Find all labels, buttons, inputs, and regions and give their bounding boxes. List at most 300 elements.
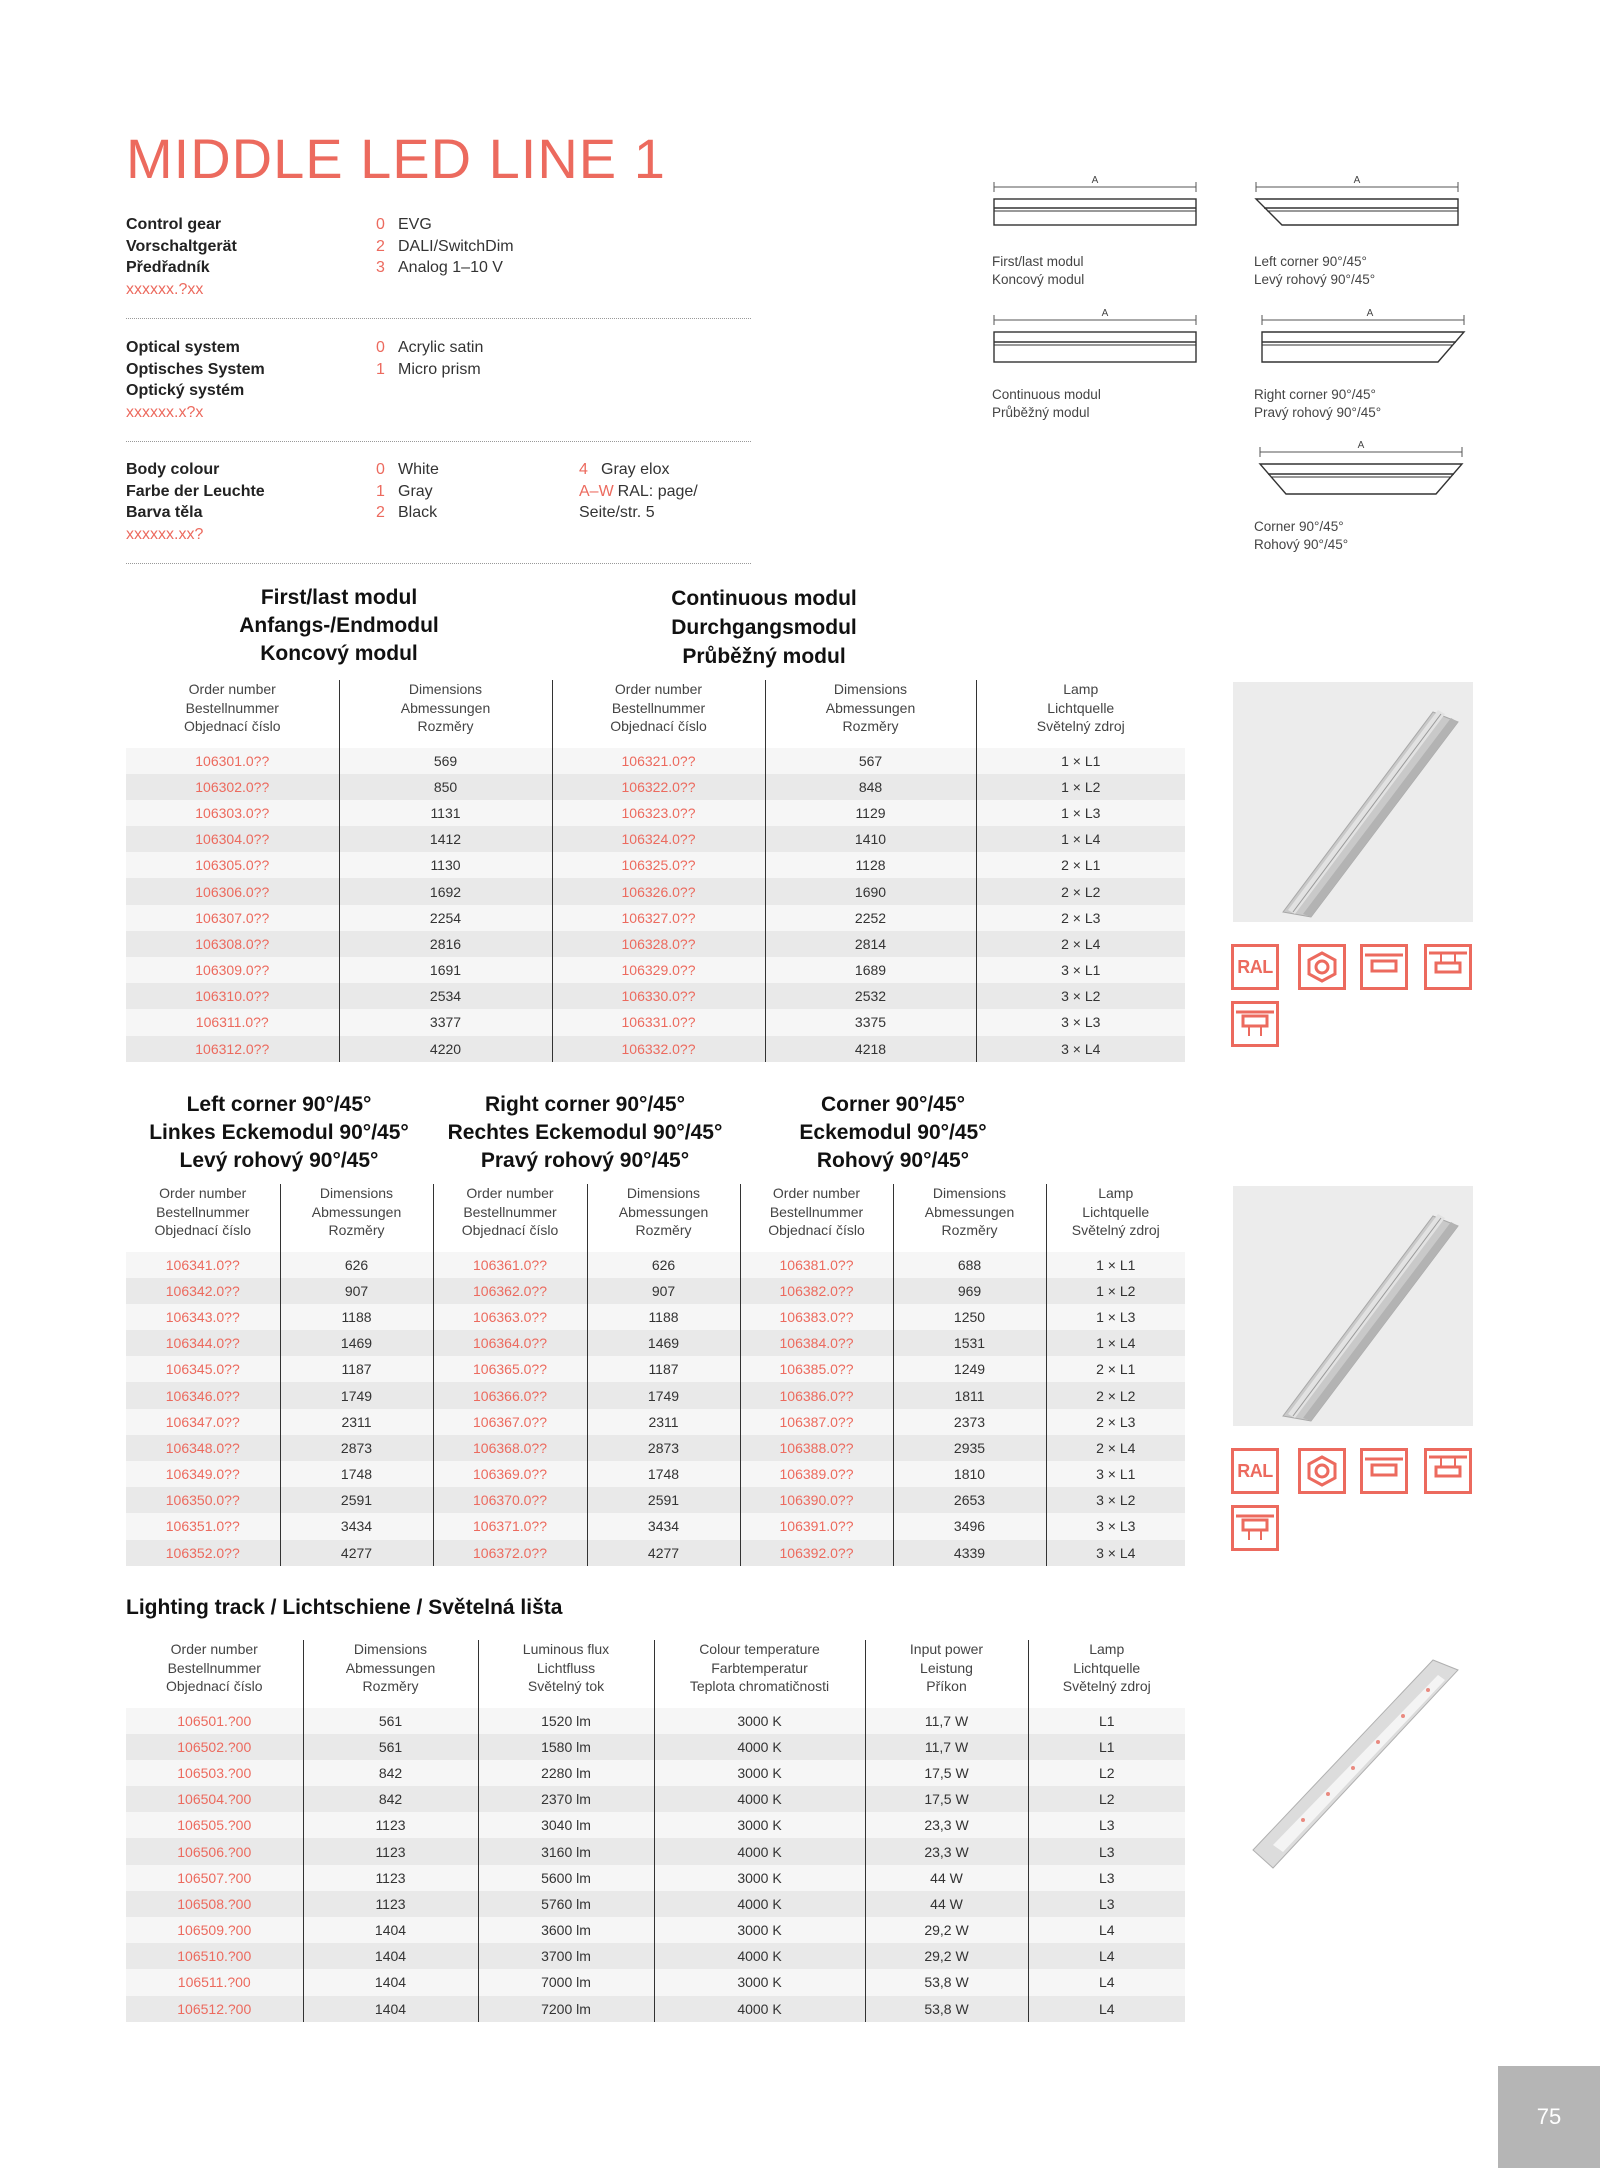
table-cell: 17,5 W	[865, 1760, 1028, 1786]
table-cell: 2 × L2	[1046, 1382, 1185, 1408]
order-number-cell: 106324.0??	[552, 826, 765, 852]
control-gear-label-de: Vorschaltgerät	[126, 237, 237, 255]
order-number-cell: 106368.0??	[433, 1435, 587, 1461]
order-number-cell: 106371.0??	[433, 1513, 587, 1539]
first-last-modul-diagram	[990, 175, 1206, 231]
table-cell: 1249	[893, 1356, 1046, 1382]
order-number-cell: 106342.0??	[126, 1278, 280, 1304]
control-gear-label-cz: Předřadník	[126, 259, 210, 276]
corner-caption: Corner 90°/45° Rohový 90°/45°	[1254, 519, 1349, 552]
table-row	[126, 1734, 1185, 1760]
table-row	[126, 1304, 1185, 1330]
optical-system-section	[126, 337, 751, 442]
table2-heading-right-corner: Right corner 90°/45° Rechtes Eckemodul 90°/45° Pravý rohový 90°/45°	[447, 1093, 723, 1172]
table-row	[126, 1409, 1185, 1435]
svg-text:A: A	[1353, 175, 1361, 186]
table-cell: 2935	[893, 1435, 1046, 1461]
table-row	[126, 931, 1185, 957]
column-header: Order number Bestellnummer Objednací číslo	[552, 680, 765, 748]
right-corner-caption: Right corner 90°/45° Pravý rohový 90°/45°	[1254, 387, 1382, 420]
table-cell: L2	[1028, 1760, 1185, 1786]
option-micro-prism: 1 Micro prism	[376, 360, 481, 378]
order-number-cell: 106311.0??	[126, 1009, 339, 1035]
option-ral-page: Seite/str. 5	[579, 504, 655, 521]
table-cell: 569	[339, 748, 552, 774]
table-cell: 4218	[765, 1036, 976, 1062]
table-cell: 1404	[303, 1943, 478, 1969]
option-evg: 0 EVG	[376, 216, 432, 233]
order-number-cell: 106505.?00	[126, 1812, 303, 1838]
table-cell: 1 × L3	[976, 800, 1185, 826]
table-cell: 1811	[893, 1382, 1046, 1408]
svg-text:A: A	[1366, 308, 1374, 319]
ral-icon: RAL	[1231, 944, 1279, 990]
left-corner-diagram	[1252, 175, 1468, 231]
table-cell: 2373	[893, 1409, 1046, 1435]
order-number-cell: 106321.0??	[552, 748, 765, 774]
hex-nut-icon	[1298, 944, 1346, 990]
table2-heading-corner: Corner 90°/45° Eckemodul 90°/45° Rohový 90°/45°	[799, 1093, 987, 1172]
table-cell: 1410	[765, 826, 976, 852]
table-cell: 969	[893, 1278, 1046, 1304]
order-number-cell: 106328.0??	[552, 931, 765, 957]
order-number-cell: 106305.0??	[126, 852, 339, 878]
table1-heading-right: Continuous modul Durchgangsmodul Průběžný modul	[671, 587, 857, 668]
order-number-cell: 106349.0??	[126, 1461, 280, 1487]
table-cell: 3600 lm	[478, 1917, 654, 1943]
body-colour-section	[126, 459, 751, 564]
table-cell: 3000 K	[654, 1917, 865, 1943]
table-row	[126, 748, 1185, 774]
body-colour-code: xxxxxx.xx?	[126, 525, 204, 543]
table-cell: 2591	[280, 1487, 433, 1513]
recessed-mount-icon	[1231, 1001, 1279, 1047]
first-last-modul-caption: First/last modul Koncový modul	[992, 254, 1085, 287]
table-cell: 1748	[587, 1461, 740, 1487]
table-cell: L4	[1028, 1917, 1185, 1943]
product-photo-track	[1233, 1640, 1473, 1880]
table-cell: 1130	[339, 852, 552, 878]
continuous-modul-caption: Continuous modul Průběžný modul	[992, 387, 1101, 420]
order-number-cell: 106384.0??	[740, 1330, 893, 1356]
table-cell: 1 × L2	[976, 774, 1185, 800]
order-number-cell: 106507.?00	[126, 1865, 303, 1891]
column-header: Order number Bestellnummer Objednací číslo	[740, 1184, 893, 1252]
table-row	[126, 1760, 1185, 1786]
table-cell: 53,8 W	[865, 1969, 1028, 1995]
table-cell: 907	[587, 1278, 740, 1304]
table-cell: 1749	[280, 1382, 433, 1408]
table-cell: 1692	[339, 878, 552, 904]
order-number-cell: 106372.0??	[433, 1540, 587, 1566]
table-cell: 2 × L3	[1046, 1409, 1185, 1435]
order-number-cell: 106332.0??	[552, 1036, 765, 1062]
order-number-cell: 106330.0??	[552, 983, 765, 1009]
control-gear-section	[126, 214, 751, 319]
order-number-cell: 106362.0??	[433, 1278, 587, 1304]
pendant-mount-icon	[1424, 944, 1472, 990]
table-cell: 688	[893, 1252, 1046, 1278]
table-cell: L3	[1028, 1865, 1185, 1891]
table-cell: 2 × L1	[976, 852, 1185, 878]
order-number-cell: 106325.0??	[552, 852, 765, 878]
order-number-cell: 106304.0??	[126, 826, 339, 852]
column-header: Order number Bestellnummer Objednací číslo	[126, 1640, 303, 1708]
table-row	[126, 878, 1185, 904]
table-cell: 23,3 W	[865, 1838, 1028, 1864]
hex-nut-icon	[1298, 1448, 1346, 1494]
product-photo-module	[1233, 682, 1473, 922]
column-header: Dimensions Abmessungen Rozměry	[280, 1184, 433, 1252]
table-cell: 2814	[765, 931, 976, 957]
table-first-continuous	[126, 680, 1185, 1062]
table-row	[126, 826, 1185, 852]
order-number-cell: 106309.0??	[126, 957, 339, 983]
order-number-cell: 106509.?00	[126, 1917, 303, 1943]
table-cell: 3000 K	[654, 1760, 865, 1786]
table-cell: 5600 lm	[478, 1865, 654, 1891]
table-row	[126, 1786, 1185, 1812]
table-cell: 2 × L1	[1046, 1356, 1185, 1382]
order-number-cell: 106382.0??	[740, 1278, 893, 1304]
column-header: Order number Bestellnummer Objednací číslo	[433, 1184, 587, 1252]
order-number-cell: 106327.0??	[552, 905, 765, 931]
table-cell: 3160 lm	[478, 1838, 654, 1864]
table-cell: 842	[303, 1760, 478, 1786]
table-cell: 29,2 W	[865, 1943, 1028, 1969]
option-gray-elox: 4 Gray elox	[579, 461, 670, 478]
table-cell: L4	[1028, 1969, 1185, 1995]
table-row	[126, 1461, 1185, 1487]
order-number-cell: 106329.0??	[552, 957, 765, 983]
table-cell: L3	[1028, 1891, 1185, 1917]
column-header: Dimensions Abmessungen Rozměry	[893, 1184, 1046, 1252]
table-cell: 4277	[587, 1540, 740, 1566]
order-number-cell: 106389.0??	[740, 1461, 893, 1487]
table-row	[126, 1036, 1185, 1062]
order-number-cell: 106301.0??	[126, 748, 339, 774]
recessed-mount-icon	[1231, 1505, 1279, 1551]
order-number-cell: 106390.0??	[740, 1487, 893, 1513]
product-photo-corner	[1233, 1186, 1473, 1426]
table-row	[126, 1917, 1185, 1943]
table-cell: 1689	[765, 957, 976, 983]
table-row	[126, 1996, 1185, 2022]
table-row	[126, 774, 1185, 800]
table-row	[126, 1513, 1185, 1539]
table-cell: 4000 K	[654, 1734, 865, 1760]
order-number-cell: 106503.?00	[126, 1760, 303, 1786]
option-analog: 3 Analog 1–10 V	[376, 259, 503, 276]
table-cell: 3 × L4	[1046, 1540, 1185, 1566]
order-number-cell: 106363.0??	[433, 1304, 587, 1330]
table-cell: 1404	[303, 1917, 478, 1943]
table-cell: 3 × L4	[976, 1036, 1185, 1062]
table-cell: 53,8 W	[865, 1996, 1028, 2022]
table-cell: 3000 K	[654, 1969, 865, 1995]
order-number-cell: 106302.0??	[126, 774, 339, 800]
table-row	[126, 1969, 1185, 1995]
svg-text:A: A	[1101, 308, 1109, 319]
corner-diagram	[1256, 440, 1472, 500]
table-cell: 2 × L2	[976, 878, 1185, 904]
table-row	[126, 1435, 1185, 1461]
order-number-cell: 106352.0??	[126, 1540, 280, 1566]
table-cell: 1187	[587, 1356, 740, 1382]
table-cell: L4	[1028, 1943, 1185, 1969]
order-number-cell: 106369.0??	[433, 1461, 587, 1487]
order-number-cell: 106366.0??	[433, 1382, 587, 1408]
body-colour-label-en: Body colour	[126, 461, 220, 478]
left-corner-caption: Left corner 90°/45° Levý rohový 90°/45°	[1254, 254, 1376, 287]
table-cell: 2254	[339, 905, 552, 931]
optical-system-code: xxxxxx.x?x	[126, 403, 204, 421]
table-cell: 3496	[893, 1513, 1046, 1539]
table-cell: 2 × L3	[976, 905, 1185, 931]
order-number-cell: 106306.0??	[126, 878, 339, 904]
option-gray: 1 Gray	[376, 482, 433, 500]
order-number-cell: 106387.0??	[740, 1409, 893, 1435]
order-number-cell: 106310.0??	[126, 983, 339, 1009]
table-cell: 4000 K	[654, 1943, 865, 1969]
table-row	[126, 800, 1185, 826]
order-number-cell: 106391.0??	[740, 1513, 893, 1539]
table-cell: 1749	[587, 1382, 740, 1408]
table-cell: 850	[339, 774, 552, 800]
table-cell: 1128	[765, 852, 976, 878]
table-cell: 4000 K	[654, 1786, 865, 1812]
table-cell: 4000 K	[654, 1996, 865, 2022]
table-cell: 2532	[765, 983, 976, 1009]
optical-system-label-en: Optical system	[126, 339, 240, 356]
table-row	[126, 1891, 1185, 1917]
table-cell: 1690	[765, 878, 976, 904]
table-cell: 1 × L3	[1046, 1304, 1185, 1330]
table-row	[126, 983, 1185, 1009]
table-cell: L3	[1028, 1812, 1185, 1838]
column-header: Order number Bestellnummer Objednací číslo	[126, 680, 339, 748]
table-cell: L1	[1028, 1708, 1185, 1734]
table-cell: 44 W	[865, 1865, 1028, 1891]
table-row	[126, 1382, 1185, 1408]
table-corners	[126, 1184, 1185, 1566]
table-cell: 2816	[339, 931, 552, 957]
table-cell: 17,5 W	[865, 1786, 1028, 1812]
order-number-cell: 106383.0??	[740, 1304, 893, 1330]
table-cell: 3434	[587, 1513, 740, 1539]
table-cell: 4339	[893, 1540, 1046, 1566]
order-number-cell: 106365.0??	[433, 1356, 587, 1382]
dim-label: A	[1091, 175, 1099, 186]
table-row	[126, 1838, 1185, 1864]
page-number: 75	[1498, 2066, 1600, 2168]
table-row	[126, 905, 1185, 931]
column-header: Input power Leistung Příkon	[865, 1640, 1028, 1708]
table-cell: 1 × L1	[1046, 1252, 1185, 1278]
table-cell: 1404	[303, 1969, 478, 1995]
table-cell: 3375	[765, 1009, 976, 1035]
order-number-cell: 106346.0??	[126, 1382, 280, 1408]
table-cell: 3000 K	[654, 1708, 865, 1734]
table-cell: 567	[765, 748, 976, 774]
table-cell: 4000 K	[654, 1891, 865, 1917]
table-row	[126, 1812, 1185, 1838]
option-white: 0 White	[376, 461, 439, 478]
table-cell: 1 × L4	[976, 826, 1185, 852]
table-cell: 1520 lm	[478, 1708, 654, 1734]
order-number-cell: 106364.0??	[433, 1330, 587, 1356]
table1-heading-left: First/last modul Anfangs-/Endmodul Koncový modul	[239, 586, 439, 665]
table-row	[126, 1487, 1185, 1513]
table-row	[126, 1009, 1185, 1035]
table-cell: 2 × L4	[976, 931, 1185, 957]
table-cell: 3 × L2	[976, 983, 1185, 1009]
surface-mount-icon	[1360, 1448, 1408, 1494]
table-cell: 2873	[280, 1435, 433, 1461]
order-number-cell: 106323.0??	[552, 800, 765, 826]
table-cell: L4	[1028, 1996, 1185, 2022]
order-number-cell: 106345.0??	[126, 1356, 280, 1382]
table-cell: 1187	[280, 1356, 433, 1382]
table-cell: 2370 lm	[478, 1786, 654, 1812]
table-cell: 3000 K	[654, 1812, 865, 1838]
table-cell: 1412	[339, 826, 552, 852]
table-cell: 3040 lm	[478, 1812, 654, 1838]
table-cell: 1748	[280, 1461, 433, 1487]
order-number-cell: 106326.0??	[552, 878, 765, 904]
control-gear-code: xxxxxx.?xx	[126, 280, 204, 298]
table-row	[126, 1252, 1185, 1278]
order-number-cell: 106367.0??	[433, 1409, 587, 1435]
table-cell: 1469	[587, 1330, 740, 1356]
table-cell: 3 × L3	[1046, 1513, 1185, 1539]
table-row	[126, 1540, 1185, 1566]
continuous-modul-diagram	[990, 308, 1206, 368]
column-header: Luminous flux Lichtfluss Světelný tok	[478, 1640, 654, 1708]
table-cell: 23,3 W	[865, 1812, 1028, 1838]
table-cell: 4000 K	[654, 1838, 865, 1864]
order-number-cell: 106381.0??	[740, 1252, 893, 1278]
table-cell: 2591	[587, 1487, 740, 1513]
table-row	[126, 852, 1185, 878]
table-cell: 1250	[893, 1304, 1046, 1330]
table-cell: 1 × L1	[976, 748, 1185, 774]
order-number-cell: 106510.?00	[126, 1943, 303, 1969]
table-row	[126, 1356, 1185, 1382]
table-cell: 44 W	[865, 1891, 1028, 1917]
table-cell: 2534	[339, 983, 552, 1009]
option-acrylic: 0 Acrylic satin	[376, 339, 484, 356]
table-cell: 3434	[280, 1513, 433, 1539]
column-header: Lamp Lichtquelle Světelný zdroj	[1071, 1185, 1160, 1238]
order-number-cell: 106308.0??	[126, 931, 339, 957]
table-row	[126, 1865, 1185, 1891]
order-number-cell: 106385.0??	[740, 1356, 893, 1382]
pendant-mount-icon	[1424, 1448, 1472, 1494]
table-cell: 1123	[303, 1865, 478, 1891]
table-cell: 2653	[893, 1487, 1046, 1513]
order-number-cell: 106511.?00	[126, 1969, 303, 1995]
table2-heading-left-corner: Left corner 90°/45° Linkes Eckemodul 90°/45° Levý rohový 90°/45°	[149, 1093, 409, 1172]
option-ral: A–W RAL: page/	[579, 482, 698, 500]
order-number-cell: 106512.?00	[126, 1996, 303, 2022]
table-cell: 3 × L1	[976, 957, 1185, 983]
order-number-cell: 106388.0??	[740, 1435, 893, 1461]
order-number-cell: 106392.0??	[740, 1540, 893, 1566]
column-header: Dimensions Abmessungen Rozměry	[303, 1640, 478, 1708]
table-cell: 11,7 W	[865, 1734, 1028, 1760]
table-lighting-track	[126, 1640, 1185, 2022]
table-cell: 907	[280, 1278, 433, 1304]
order-number-cell: 106370.0??	[433, 1487, 587, 1513]
order-number-cell: 106350.0??	[126, 1487, 280, 1513]
order-number-cell: 106307.0??	[126, 905, 339, 931]
table-cell: 2252	[765, 905, 976, 931]
table-cell: 1 × L4	[1046, 1330, 1185, 1356]
order-number-cell: 106312.0??	[126, 1036, 339, 1062]
table-row	[126, 1943, 1185, 1969]
table-cell: L2	[1028, 1786, 1185, 1812]
table-cell: 3 × L1	[1046, 1461, 1185, 1487]
table-cell: 2280 lm	[478, 1760, 654, 1786]
surface-mount-icon	[1360, 944, 1408, 990]
order-number-cell: 106303.0??	[126, 800, 339, 826]
table-cell: 561	[303, 1734, 478, 1760]
table-cell: 3 × L3	[976, 1009, 1185, 1035]
page-title: MIDDLE LED LINE 1	[126, 127, 666, 190]
column-header: Lamp Lichtquelle Světelný zdroj	[1036, 681, 1125, 734]
table-cell: 3000 K	[654, 1865, 865, 1891]
table-cell: 1123	[303, 1891, 478, 1917]
table-cell: 2311	[587, 1409, 740, 1435]
table-cell: 1129	[765, 800, 976, 826]
order-number-cell: 106506.?00	[126, 1838, 303, 1864]
table-cell: 29,2 W	[865, 1917, 1028, 1943]
body-colour-label-de: Farbe der Leuchte	[126, 482, 265, 500]
table-cell: 1580 lm	[478, 1734, 654, 1760]
optical-system-label-de: Optisches System	[126, 360, 265, 378]
order-number-cell: 106343.0??	[126, 1304, 280, 1330]
order-number-cell: 106348.0??	[126, 1435, 280, 1461]
body-colour-label-cz: Barva těla	[126, 504, 203, 521]
table-cell: 2311	[280, 1409, 433, 1435]
table-cell: 3377	[339, 1009, 552, 1035]
table-cell: 1469	[280, 1330, 433, 1356]
column-header: Dimensions Abmessungen Rozměry	[587, 1184, 740, 1252]
table-row	[126, 957, 1185, 983]
table-cell: 626	[587, 1252, 740, 1278]
table-cell: 1188	[587, 1304, 740, 1330]
option-dali: 2 DALI/SwitchDim	[376, 237, 514, 255]
table-cell: 848	[765, 774, 976, 800]
table-cell: 1188	[280, 1304, 433, 1330]
table-cell: 1123	[303, 1812, 478, 1838]
table-cell: 4220	[339, 1036, 552, 1062]
order-number-cell: 106331.0??	[552, 1009, 765, 1035]
lighting-track-heading: Lighting track / Lichtschiene / Světelná lišta	[126, 1596, 563, 1619]
table-cell: 561	[303, 1708, 478, 1734]
table-cell: 1531	[893, 1330, 1046, 1356]
table-cell: 2 × L4	[1046, 1435, 1185, 1461]
table-row	[126, 1330, 1185, 1356]
column-header: Dimensions Abmessungen Rozměry	[765, 680, 976, 748]
column-header: Lamp Lichtquelle Světelný zdroj	[1062, 1641, 1151, 1694]
control-gear-label-en: Control gear	[126, 216, 222, 233]
table-cell: 1691	[339, 957, 552, 983]
order-number-cell: 106386.0??	[740, 1382, 893, 1408]
table-cell: 626	[280, 1252, 433, 1278]
table-row	[126, 1708, 1185, 1734]
